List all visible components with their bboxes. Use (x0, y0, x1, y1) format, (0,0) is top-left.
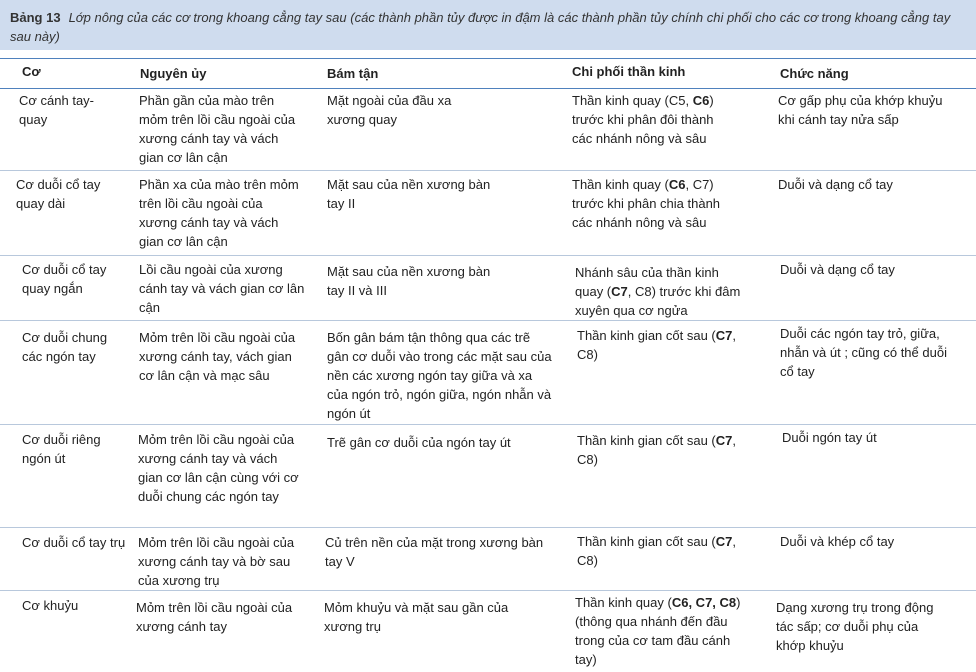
spinal-segment-bold: C7 (715, 328, 733, 343)
cell-muscle: Cơ duỗi cổ tay trụ (22, 535, 126, 550)
row-divider (0, 527, 976, 528)
cell-muscle: Cơ duỗi cổ tay quay ngắn (22, 262, 107, 296)
cell-muscle: Cơ duỗi cổ tay quay dài (16, 177, 101, 211)
cell-origin: Phần gần của mào trên mỏm trên lồi cầu ngoài của xương cánh tay và vách gian cơ lân cận (139, 93, 296, 165)
table-number: Bảng 13 (10, 10, 61, 25)
header-muscle: Cơ (22, 64, 41, 79)
spinal-segment-bold: C6, C7, C8 (671, 595, 737, 610)
cell-insertion: Mỏm khuỷu và mặt sau gần của xương trụ (324, 600, 509, 634)
cell-function: Duỗi và dạng cổ tay (778, 177, 893, 192)
cell-innervation: Thần kinh quay (C5, C6) trước khi phân đôi thành các nhánh nông và sâu (572, 93, 714, 146)
cell-insertion: Mặt sau của nền xương bàn tay II và III (327, 264, 491, 298)
cell-origin: Mỏm trên lồi cầu ngoài của xương cánh tay (136, 600, 293, 634)
header-function: Chức năng (780, 66, 849, 81)
cell-muscle: Cơ khuỷu (22, 598, 79, 613)
cell-origin: Mỏm trên lồi cầu ngoài của xương cánh tay, vách gian cơ lân cận và mạc sâu (139, 330, 296, 383)
cell-insertion: Trẽ gân cơ duỗi của ngón tay út (327, 435, 511, 450)
cell-muscle: Cơ duỗi chung các ngón tay (22, 330, 108, 364)
cell-origin: Mỏm trên lồi cầu ngoài của xương cánh tay và vách gian cơ lân cận cùng với cơ duỗi chung các ngón tay (138, 432, 299, 504)
cell-insertion: Mặt ngoài của đầu xa xương quay (327, 93, 452, 127)
spinal-segment-bold: C7 (715, 534, 733, 549)
row-divider (0, 320, 976, 321)
cell-origin: Phần xa của mào trên mỏm trên lồi cầu ngoài của xương cánh tay và vách gian cơ lân cận (139, 177, 299, 249)
row-divider (0, 424, 976, 425)
row-divider (0, 590, 976, 591)
cell-muscle: Cơ duỗi riêng ngón út (22, 432, 101, 466)
row-divider (0, 255, 976, 256)
spinal-segment-bold: C6 (668, 177, 686, 192)
header-insertion: Bám tận (327, 66, 379, 81)
table-caption-text: Lớp nông của các cơ trong khoang cẳng tay sau (các thành phần tủy được in đậm là các thành phần tủy chính chi phối cho các cơ trong khoang cẳng tay sau này) (10, 10, 951, 44)
cell-function: Duỗi ngón tay út (782, 430, 877, 445)
cell-innervation: Thần kinh quay (C6, C7) trước khi phân chia thành các nhánh nông và sâu (572, 177, 721, 230)
spinal-segment-bold: C6 (692, 93, 710, 108)
cell-function: Duỗi và khép cổ tay (780, 534, 895, 549)
cell-function: Dạng xương trụ trong động tác sấp; cơ duỗi phụ của khớp khuỷu (776, 600, 934, 653)
cell-innervation: Thần kinh gian cốt sau (C7, C8) (577, 534, 736, 568)
cell-innervation: Thần kinh gian cốt sau (C7, C8) (577, 328, 736, 362)
cell-innervation: Thần kinh gian cốt sau (C7, C8) (577, 433, 736, 467)
cell-insertion: Củ trên nền của mặt trong xương bàn tay V (325, 535, 544, 569)
cell-insertion: Mặt sau của nền xương bàn tay II (327, 177, 491, 211)
cell-innervation: Thần kinh quay (C6, C7, C8) (thông qua nhánh đến đầu trong của cơ tam đầu cánh tay) (575, 595, 741, 667)
cell-origin: Mỏm trên lồi cầu ngoài của xương cánh tay và bờ sau của xương trụ (138, 535, 295, 588)
spinal-segment-bold: C7 (715, 433, 733, 448)
table-caption (0, 0, 976, 50)
cell-insertion: Bốn gân bám tận thông qua các trẽ gân cơ duỗi vào trong các mặt sau của nền các xương ngón tay giữa và xa của ngón trỏ, ngón giữa, ngón nhẫn và ngón út (327, 330, 552, 421)
header-bottom-rule (0, 88, 976, 89)
cell-function: Duỗi các ngón tay trỏ, giữa, nhẫn và út ; cũng có thể duỗi cổ tay (780, 326, 947, 379)
row-divider (0, 170, 976, 171)
cell-function: Duỗi và dạng cổ tay (780, 262, 895, 277)
cell-muscle: Cơ cánh tay-quay (19, 93, 94, 127)
header-top-rule (0, 58, 976, 59)
cell-innervation: Nhánh sâu của thần kinh quay (C7, C8) trước khi đâm xuyên qua cơ ngửa (575, 265, 741, 318)
header-origin: Nguyên ủy (140, 66, 207, 81)
spinal-segment-bold: C7 (611, 284, 628, 299)
cell-function: Cơ gấp phụ của khớp khuỷu khi cánh tay nửa sấp (778, 93, 943, 127)
cell-origin: Lồi cầu ngoài của xương cánh tay và vách gian cơ lân cận (139, 262, 305, 315)
header-innervation: Chi phối thần kinh (572, 64, 686, 79)
